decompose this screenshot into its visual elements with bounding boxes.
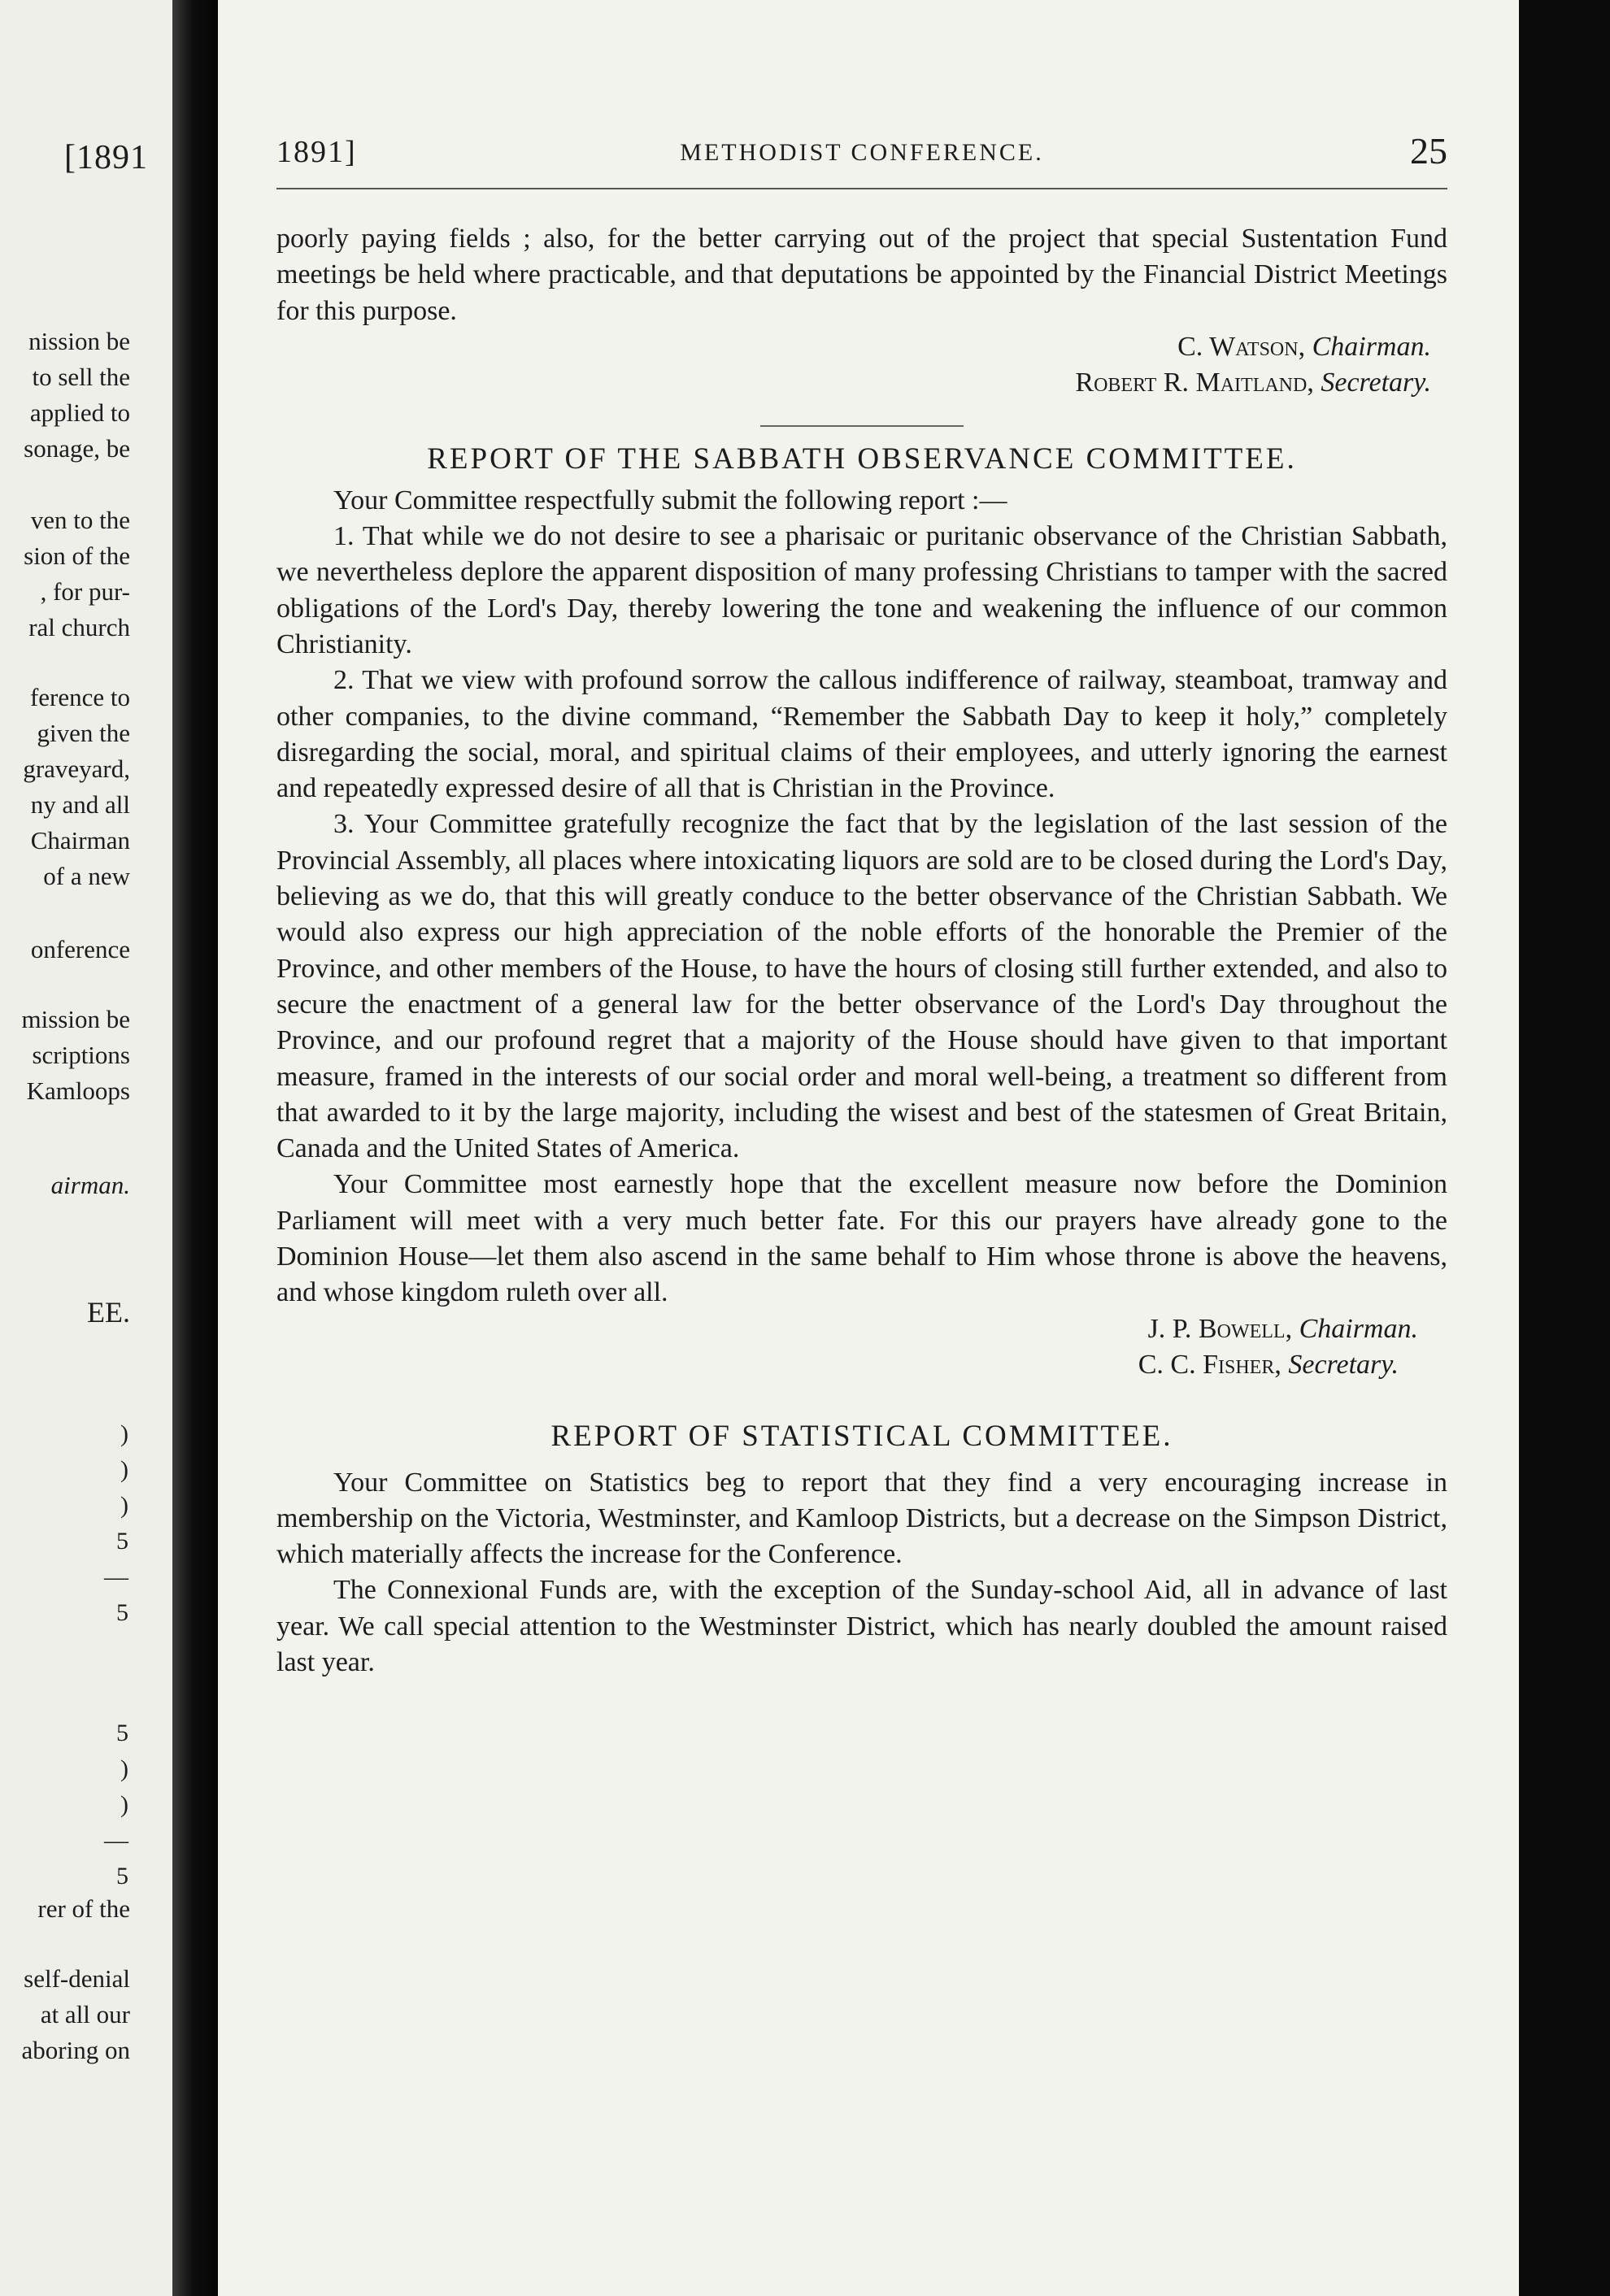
- header-rule: [276, 188, 1447, 189]
- page-body: [276, 221, 1447, 1681]
- adjacent-page-line: applied to: [29, 398, 130, 427]
- signature-line: Robert R. Maitland, Secretary.: [1075, 367, 1431, 398]
- running-title: METHODIST CONFERENCE.: [680, 139, 1044, 166]
- adjacent-page-line: aboring on: [21, 2036, 130, 2064]
- scan-border: [1519, 0, 1610, 2296]
- adjacent-page-mark: ): [120, 1791, 128, 1818]
- adjacent-page-line: of a new: [43, 862, 130, 890]
- adjacent-page-line: sion of the: [24, 541, 130, 570]
- numbered-paragraph: 3. Your Committee gratefully recognize the fact that by the legislation of the last session of the Provincial Assembly, all places where intoxicating liquors are sold are to be closed during the Lord's Day, believing as we do, that this will greatly conduce to the better observance of the Christian Sabbath. We would also express our high appreciation of the noble efforts of the honorable the Premier of the Province, and other members of the House, to have the hours of closing still further extended, and also to secure the enactment of a general law for the better observance of the Lord's Day throughout the Province, and our profound regret that a majority of the House should have given to that important measure, framed in the interests of our social order and moral well-being, a treatment so different from that awarded to it by the large majority, including the wisest and best of the statesmen of Great Britain, Canada and the United States of America.: [276, 809, 1447, 1164]
- adjacent-page-mark: —: [104, 1563, 128, 1590]
- adjacent-page-line: , for pur-: [40, 577, 130, 606]
- page-number: 25: [1410, 130, 1447, 172]
- running-header: [276, 130, 1447, 183]
- adjacent-page-mark: 5: [116, 1528, 128, 1555]
- adjacent-page-fragment: [0, 0, 172, 2296]
- adjacent-page-line: nission be: [28, 327, 130, 355]
- paragraph: Your Committee most earnestly hope that the excellent measure now before the Dominion Parliament will meet with a very much better fate. For this our prayers have already gone to the Dominion House—let them also ascend in the same behalf to Him whose throne is above the heavens, and whose kingdom ruleth over all.: [276, 1169, 1447, 1308]
- signature-line: C. C. Fisher, Secretary.: [1138, 1349, 1399, 1380]
- continued-paragraph: poorly paying fields ; also, for the better carrying out of the project that special Sustentation Fund meetings be held where practicable, and that deputations be appointed by the Financial District Meetings for this purpose.: [276, 224, 1447, 326]
- section-title: REPORT OF THE SABBATH OBSERVANCE COMMITTEE.: [427, 442, 1297, 476]
- paragraph: Your Committee on Statistics beg to report that they find a very encouraging increase in membership on the Victoria, Westminster, and Kamloop Districts, but a decrease on the Simpson District, which materially affects the increase for the Conference.: [276, 1467, 1447, 1570]
- adjacent-page-line: to sell the: [32, 363, 130, 391]
- adjacent-page-line: ven to the: [30, 506, 130, 534]
- paragraph: The Connexional Funds are, with the exception of the Sunday-school Aid, all in advance of last year. We call special attention to the Westminster District, which has nearly doubled the amount raised last year.: [276, 1575, 1447, 1677]
- adjacent-page-line: Chairman: [30, 826, 130, 854]
- adjacent-page-mark: 5: [116, 1863, 128, 1889]
- adjacent-page-line: mission be: [21, 1005, 130, 1033]
- adjacent-page-mark: —: [104, 1827, 128, 1854]
- signature-line: J. P. Bowell, Chairman.: [1147, 1313, 1418, 1344]
- book-gutter: [172, 0, 218, 2296]
- book-page: [218, 0, 1519, 2296]
- adjacent-page-mark: ): [120, 1755, 128, 1782]
- adjacent-page-mark: ): [120, 1420, 128, 1447]
- numbered-paragraph: 2. That we view with profound sorrow the callous indifference of railway, steamboat, tramway and other companies, to the divine command, “Remember the Sabbath Day to keep it holy,” completely disregarding the social, moral, and spiritual claims of their employees, and utterly ignoring the earnest and repeatedly expressed desire of all that is Christian in the Province.: [276, 665, 1447, 804]
- adjacent-page-mark: ): [120, 1492, 128, 1519]
- header-year: 1891]: [276, 135, 357, 169]
- adjacent-page-line: graveyard,: [23, 754, 130, 783]
- section-divider: [760, 425, 964, 427]
- adjacent-page-line: Kamloops: [26, 1076, 130, 1105]
- adjacent-page-line: rer of the: [37, 1894, 130, 1923]
- adjacent-page-line: given the: [37, 719, 130, 747]
- adjacent-page-line: ral church: [28, 613, 130, 641]
- adjacent-page-line: ference to: [29, 683, 130, 711]
- numbered-paragraph: 1. That while we do not desire to see a pharisaic or puritanic observance of the Christian Sabbath, we nevertheless deplore the apparent disposition of many professing Christians to tamper with the sacred obligations of the Lord's Day, thereby lowering the tone and weakening the influence of our common Christianity.: [276, 521, 1447, 659]
- adjacent-page-mark: 5: [116, 1599, 128, 1626]
- section-title: REPORT OF STATISTICAL COMMITTEE.: [550, 1420, 1173, 1454]
- adjacent-page-line: airman.: [50, 1171, 130, 1199]
- adjacent-page-line: sonage, be: [24, 434, 130, 463]
- adjacent-page-line: onference: [30, 935, 130, 963]
- adjacent-page-line: at all our: [40, 2000, 130, 2029]
- adjacent-page-mark: ): [120, 1456, 128, 1483]
- adjacent-page-line: self-denial: [24, 1964, 130, 1993]
- signature-line: C. Watson, Chairman.: [1177, 331, 1431, 362]
- adjacent-page-line: ny and all: [30, 790, 130, 819]
- adjacent-page-line: EE.: [87, 1296, 130, 1328]
- adjacent-page-header: [1891: [64, 139, 148, 176]
- adjacent-page-mark: 5: [116, 1720, 128, 1746]
- paragraph: Your Committee respectfully submit the following report :—: [333, 485, 1007, 515]
- adjacent-page-line: scriptions: [32, 1041, 130, 1069]
